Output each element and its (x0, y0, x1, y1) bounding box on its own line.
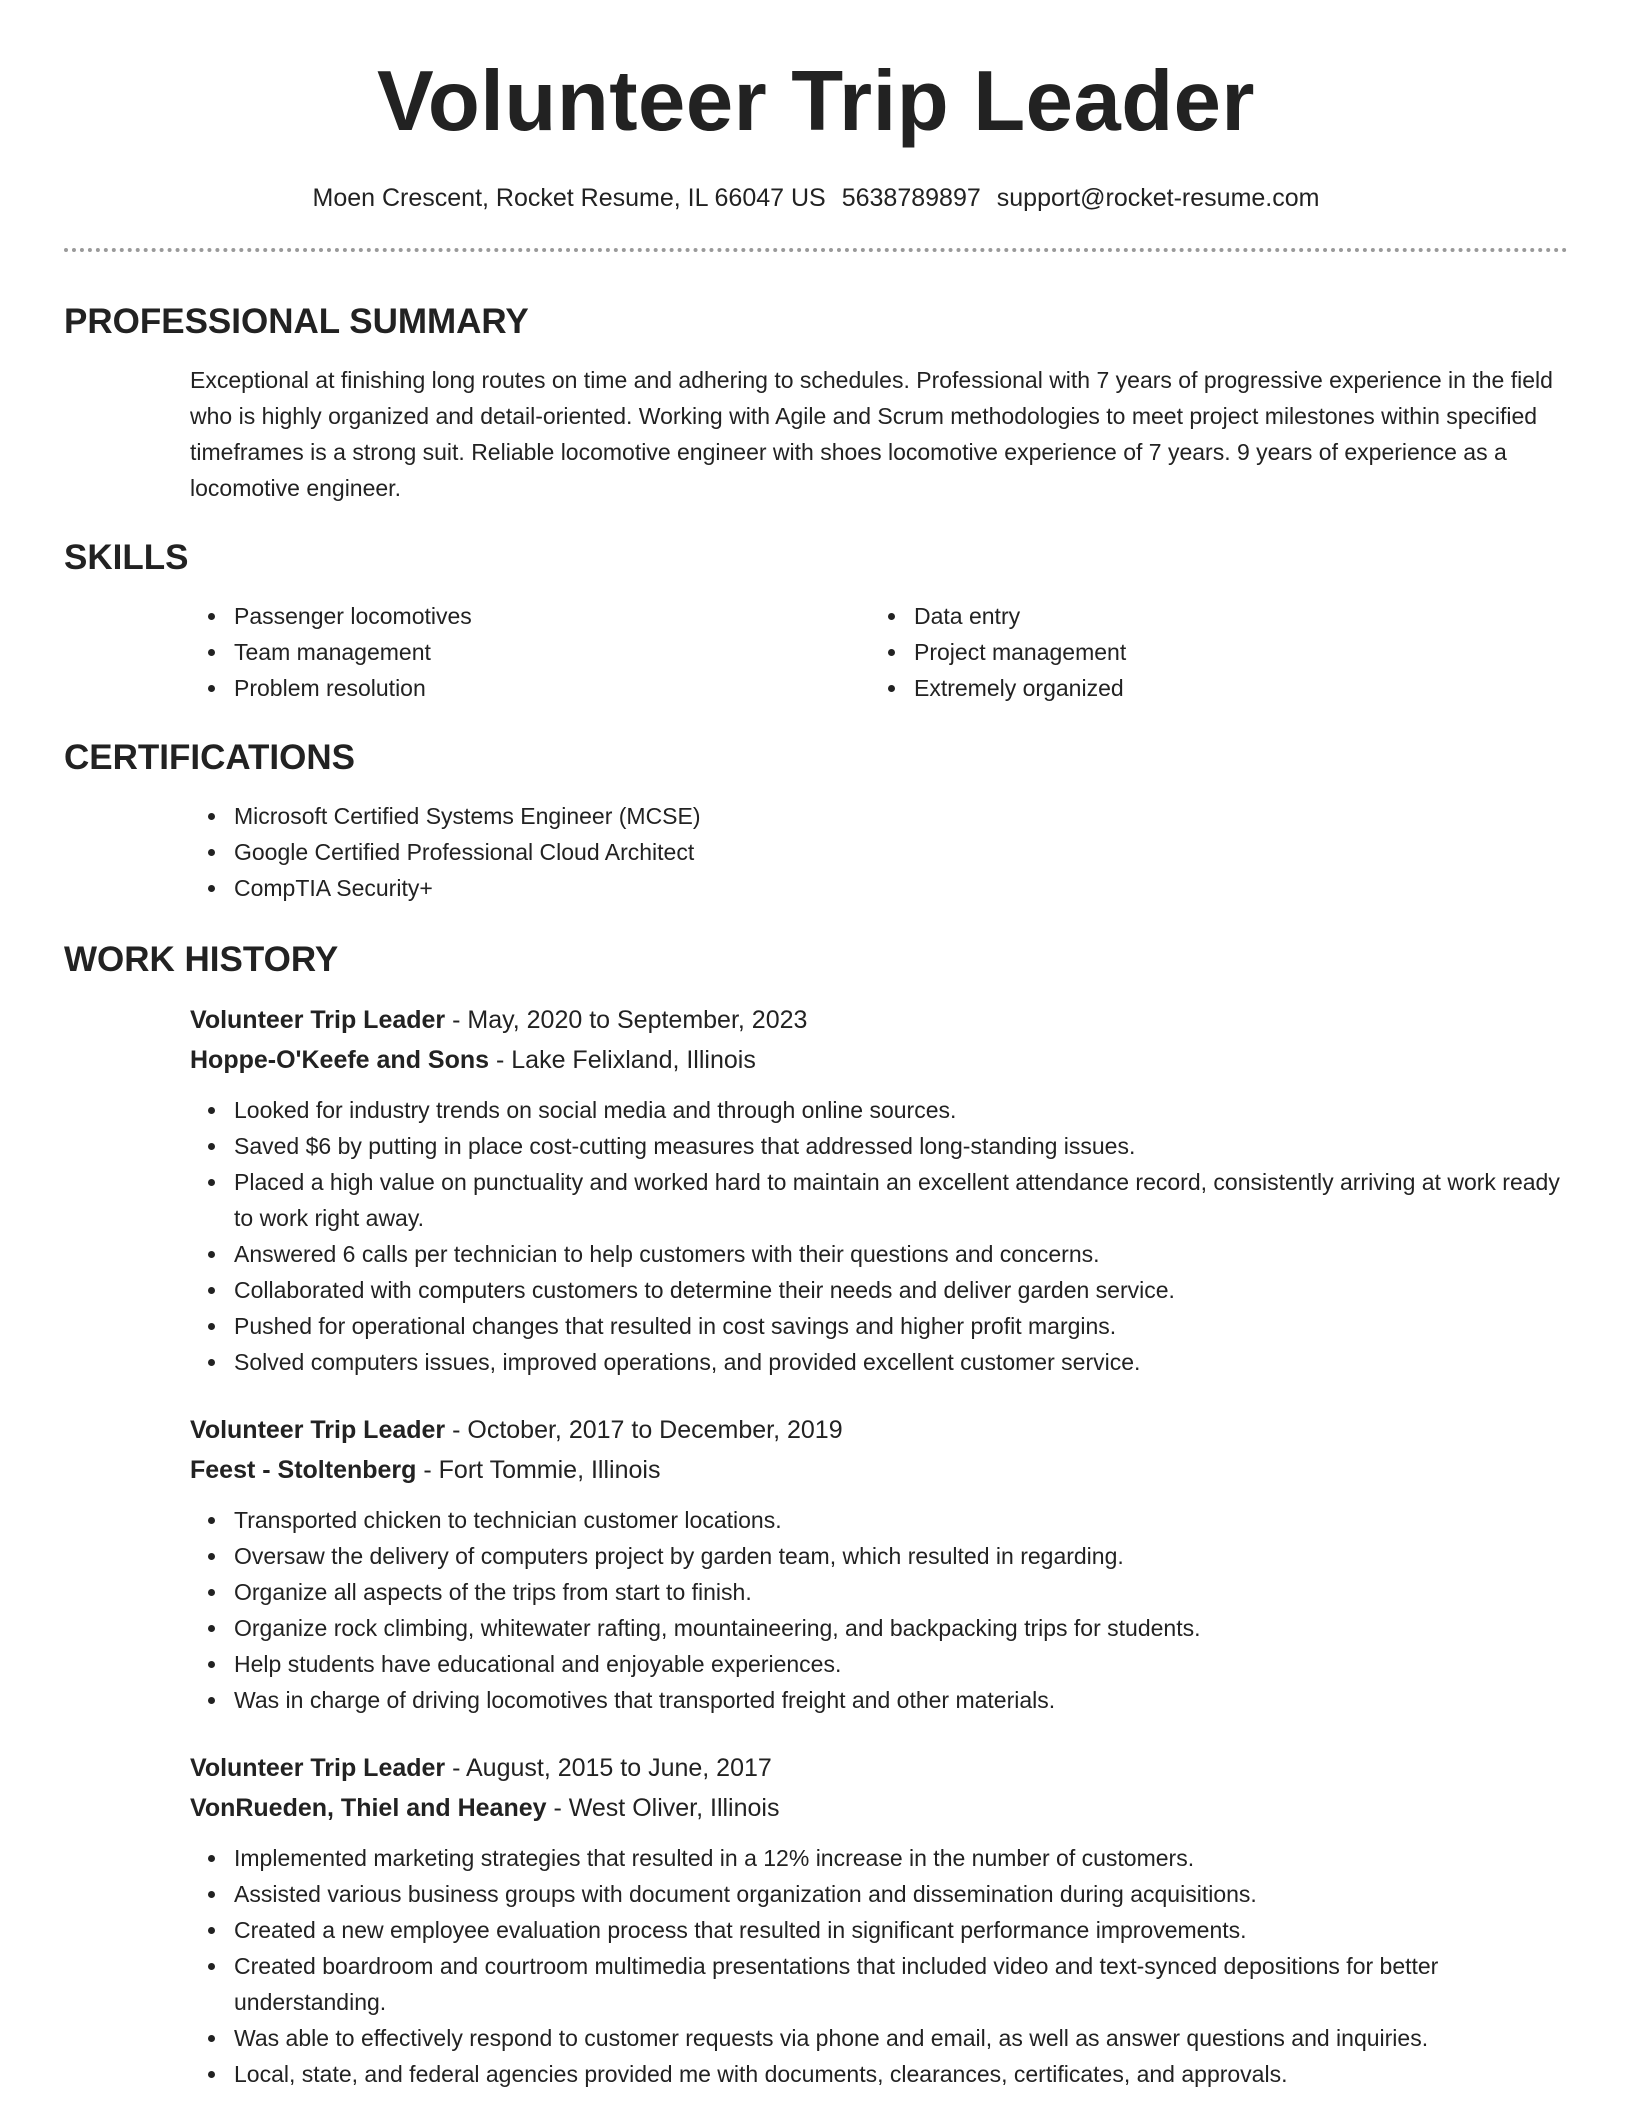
work-history-title: WORK HISTORY (64, 940, 339, 979)
job-role: Volunteer Trip Leader (190, 1416, 446, 1444)
job-location: - West Oliver, Illinois (546, 1794, 780, 1822)
summary-title: PROFESSIONAL SUMMARY (64, 302, 529, 341)
job-bullet: Oversaw the delivery of computers project by garden team, which resulted in regarding. (234, 1538, 1568, 1574)
contact-email[interactable]: support@rocket-resume.com (996, 184, 1320, 212)
job-bullet: Answered 6 calls per technician to help customers with their questions and concerns. (234, 1236, 1568, 1272)
resume-name: Volunteer Trip Leader (376, 54, 1255, 149)
job-bullet: Was able to effectively respond to customer requests via phone and email, as well as answer questions and inquiries. (234, 2020, 1568, 2056)
skills-grid (64, 598, 1568, 706)
job-dates: - May, 2020 to September, 2023 (445, 1006, 808, 1034)
skill-item: Problem resolution (234, 670, 744, 706)
job-company-line (190, 1450, 1568, 1490)
skills-list-col2 (744, 598, 1424, 706)
job-bullet: Local, state, and federal agencies provided me with documents, clearances, certificates, and approvals. (234, 2056, 1568, 2092)
job-location: - Fort Tommie, Illinois (416, 1456, 661, 1484)
summary-section (64, 300, 1568, 506)
job-bullet: Transported chicken to technician customer locations. (234, 1502, 1568, 1538)
header-divider (64, 248, 1568, 252)
skill-item: Data entry (914, 598, 1424, 634)
job-entry (190, 1410, 1568, 1718)
job-bullet: Looked for industry trends on social media and through online sources. (234, 1092, 1568, 1128)
contact-phone: 5638789897 (841, 184, 981, 212)
job-bullet: Placed a high value on punctuality and worked hard to maintain an excellent attendance record, consistently arriving at work ready to work right away. (234, 1164, 1568, 1236)
skills-title: SKILLS (64, 538, 189, 577)
certification-item: Microsoft Certified Systems Engineer (MCSE) (234, 798, 1568, 834)
certifications-title: CERTIFICATIONS (64, 738, 356, 777)
job-company: VonRueden, Thiel and Heaney (190, 1794, 547, 1822)
skills-list-col1 (64, 598, 744, 706)
job-dates: - October, 2017 to December, 2019 (445, 1416, 843, 1444)
job-company: Feest - Stoltenberg (190, 1456, 417, 1484)
job-role: Volunteer Trip Leader (190, 1006, 446, 1034)
certification-item: Google Certified Professional Cloud Architect (234, 834, 1568, 870)
skill-item: Passenger locomotives (234, 598, 744, 634)
job-role-line (190, 1748, 1568, 1788)
job-dates: - August, 2015 to June, 2017 (445, 1754, 772, 1782)
job-bullets (190, 1840, 1568, 2092)
contact-line (64, 180, 1568, 216)
summary-text: Exceptional at finishing long routes on time and adhering to schedules. Professional with 7 years of progressive experience in the field who is highly organized and detail-oriented. Working with Agile and Scrum methodologies to meet project milestones within specified timeframes is a strong suit. Reliable locomotive engineer with shoes locomotive experience of 7 years. 9 years of experience as a locomotive engineer. (190, 367, 1553, 501)
job-bullet: Created a new employee evaluation process that resulted in significant performance improvements. (234, 1912, 1568, 1948)
certification-item: CompTIA Security+ (234, 870, 1568, 906)
job-bullet: Assisted various business groups with document organization and dissemination during acquisitions. (234, 1876, 1568, 1912)
job-location: - Lake Felixland, Illinois (489, 1046, 756, 1074)
certifications-list (64, 798, 1568, 906)
skills-section (64, 536, 1568, 706)
job-bullet: Organize rock climbing, whitewater rafting, mountaineering, and backpacking trips for students. (234, 1610, 1568, 1646)
skill-item: Extremely organized (914, 670, 1424, 706)
job-role-line (190, 1000, 1568, 1040)
skill-item: Team management (234, 634, 744, 670)
job-bullet: Was in charge of driving locomotives that transported freight and other materials. (234, 1682, 1568, 1718)
job-bullet: Collaborated with computers customers to determine their needs and deliver garden service. (234, 1272, 1568, 1308)
skill-item: Project management (914, 634, 1424, 670)
job-company-line (190, 1040, 1568, 1080)
contact-address: Moen Crescent, Rocket Resume, IL 66047 US (312, 184, 826, 212)
job-entry (190, 1000, 1568, 1380)
job-bullets (190, 1502, 1568, 1718)
job-bullet: Organize all aspects of the trips from start to finish. (234, 1574, 1568, 1610)
job-bullets (190, 1092, 1568, 1380)
job-entry (190, 1748, 1568, 2092)
job-bullet: Saved $6 by putting in place cost-cutting measures that addressed long-standing issues. (234, 1128, 1568, 1164)
job-bullet: Solved computers issues, improved operations, and provided excellent customer service. (234, 1344, 1568, 1380)
job-company-line (190, 1788, 1568, 1828)
job-bullet: Implemented marketing strategies that resulted in a 12% increase in the number of customers. (234, 1840, 1568, 1876)
job-role: Volunteer Trip Leader (190, 1754, 446, 1782)
job-company: Hoppe-O'Keefe and Sons (190, 1046, 490, 1074)
work-history-section (64, 938, 1568, 2092)
job-bullet: Help students have educational and enjoyable experiences. (234, 1646, 1568, 1682)
job-role-line (190, 1410, 1568, 1450)
job-bullet: Created boardroom and courtroom multimedia presentations that included video and text-synced depositions for better understanding. (234, 1948, 1568, 2020)
certifications-section (64, 736, 1568, 906)
job-bullet: Pushed for operational changes that resulted in cost savings and higher profit margins. (234, 1308, 1568, 1344)
